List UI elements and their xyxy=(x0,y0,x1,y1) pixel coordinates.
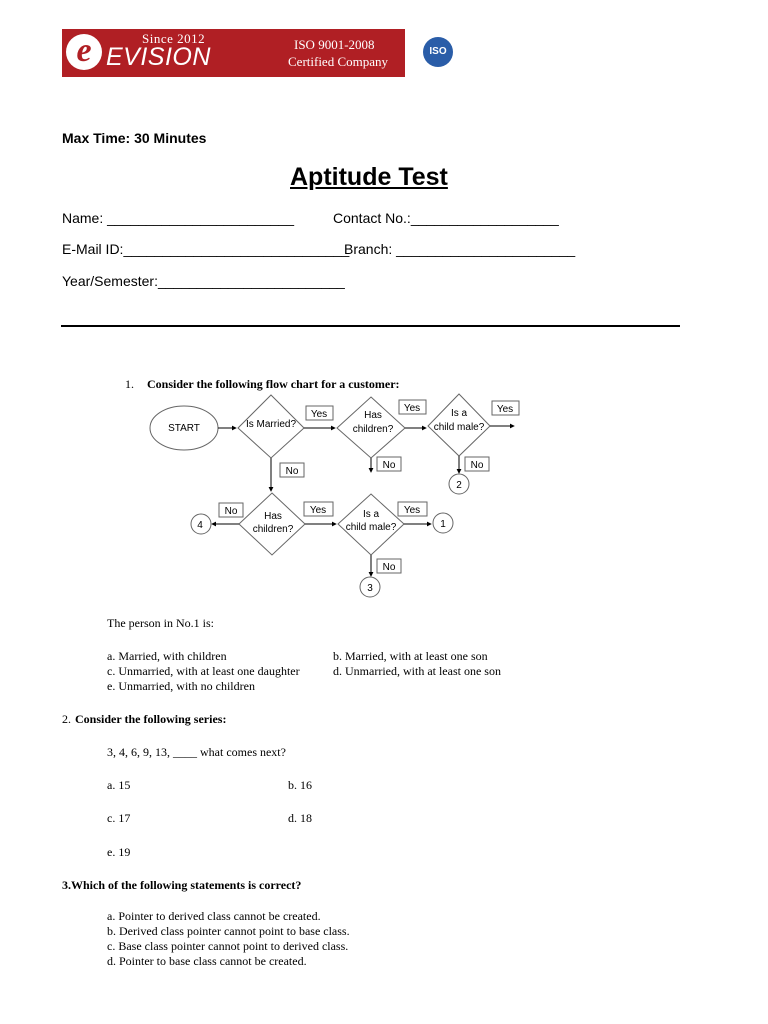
q2-option-d: d. 18 xyxy=(288,811,312,825)
since-text: Since 2012 xyxy=(142,31,206,46)
q2-series: 3, 4, 6, 9, 13, ____ what comes next? xyxy=(107,745,286,759)
q2-option-e: e. 19 xyxy=(107,845,131,859)
yes-label-4: Yes xyxy=(309,505,327,516)
q3-prompt: 3.Which of the following statements is correct? xyxy=(62,878,302,892)
start-label: START xyxy=(168,423,200,434)
node-2-label: 2 xyxy=(456,480,462,491)
max-time: Max Time: 30 Minutes xyxy=(62,130,207,146)
no-label-1: No xyxy=(285,466,299,477)
is-married-label: Is Married? xyxy=(245,419,297,430)
q2-option-a: a. 15 xyxy=(107,778,131,792)
branch-field: Branch: _______________________ xyxy=(344,241,576,257)
q1-option-c: c. Unmarried, with at least one daughter xyxy=(107,664,300,678)
q3-option-b: b. Derived class pointer cannot point to base class. xyxy=(107,924,350,938)
node-4-label: 4 xyxy=(197,520,203,531)
q3-option-d: d. Pointer to base class cannot be created. xyxy=(107,954,307,968)
q3-option-a: a. Pointer to derived class cannot be created. xyxy=(107,909,321,923)
child-male-top-l1: Is a xyxy=(450,408,468,419)
yes-label-2: Yes xyxy=(403,403,421,414)
q1-question: The person in No.1 is: xyxy=(107,616,214,630)
page-title: Aptitude Test xyxy=(290,163,448,191)
q1-option-a: a. Married, with children xyxy=(107,649,227,663)
no-label-2: No xyxy=(382,460,396,471)
no-label-5: No xyxy=(382,562,396,573)
has-children-top-l1: Has xyxy=(364,410,382,421)
has-children-bottom-l1: Has xyxy=(264,511,282,522)
year-semester-field: Year/Semester:________________________ xyxy=(62,273,345,289)
q1-prompt: Consider the following flow chart for a customer: xyxy=(147,377,400,391)
certified-text: Certified Company xyxy=(288,54,389,69)
yes-label-1: Yes xyxy=(310,409,328,420)
name-field: Name: ________________________ xyxy=(62,210,294,226)
contact-field: Contact No.:___________________ xyxy=(333,210,559,226)
q1-option-e: e. Unmarried, with no children xyxy=(107,679,255,693)
seal-label: ISO xyxy=(423,37,453,67)
child-male-top-l2: child male? xyxy=(433,422,485,433)
q3-option-c: c. Base class pointer cannot point to derived class. xyxy=(107,939,349,953)
no-label-3: No xyxy=(470,460,484,471)
logo-letter: e xyxy=(76,32,92,69)
node-1-label: 1 xyxy=(440,519,446,530)
brand-name: EVISION xyxy=(106,43,211,71)
yes-label-3: Yes xyxy=(496,404,514,415)
yes-label-5: Yes xyxy=(403,505,421,516)
email-field: E-Mail ID:_____________________________ xyxy=(62,241,350,257)
q2-prompt: Consider the following series: xyxy=(75,712,227,726)
node-3-label: 3 xyxy=(367,583,373,594)
has-children-bottom-l2: children? xyxy=(252,524,294,535)
has-children-top-l2: children? xyxy=(352,424,394,435)
q2-number: 2. xyxy=(62,712,71,726)
child-male-bottom-l2: child male? xyxy=(345,522,397,533)
q1-option-d: d. Unmarried, with at least one son xyxy=(333,664,501,678)
q1-option-b: b. Married, with at least one son xyxy=(333,649,488,663)
iso-text: ISO 9001-2008 xyxy=(294,37,375,52)
q1-number: 1. xyxy=(125,377,134,391)
q2-option-c: c. 17 xyxy=(107,811,131,825)
q2-option-b: b. 16 xyxy=(288,778,312,792)
no-label-4: No xyxy=(224,506,238,517)
child-male-bottom-l1: Is a xyxy=(362,509,380,520)
